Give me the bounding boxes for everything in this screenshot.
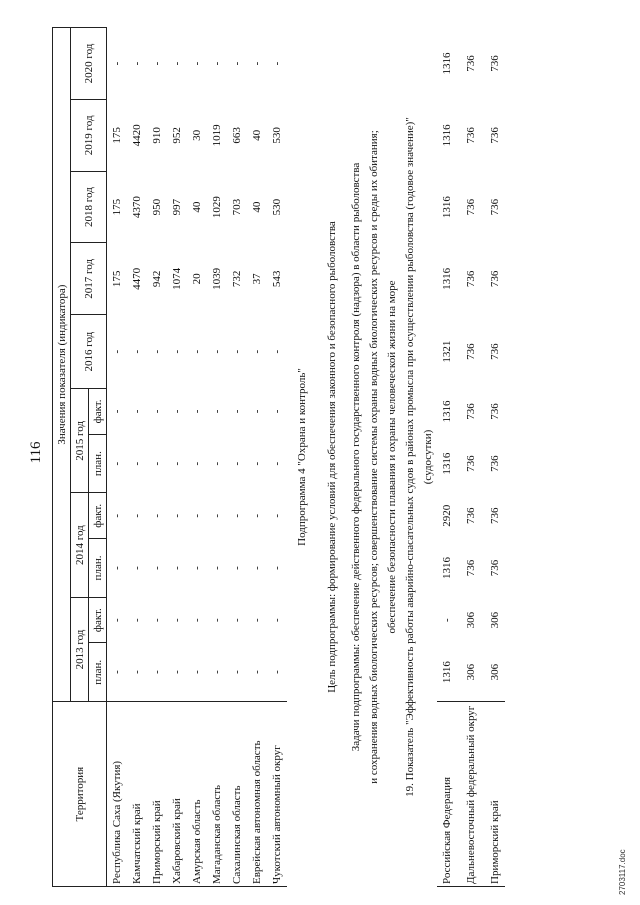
table-cell: - (191, 618, 203, 622)
table-row (437, 28, 457, 887)
table-cell: 736 (489, 403, 501, 420)
table-cell: 952 (171, 127, 183, 144)
table-cell: 4420 (131, 124, 143, 147)
table-cell: - (211, 461, 223, 466)
territory-name: Дальневосточный федеральный округ (457, 702, 485, 887)
table-cell: 736 (465, 198, 477, 216)
territory-name: Сахалинская область (227, 702, 247, 887)
header-plan: план. (89, 434, 107, 493)
table-row (207, 28, 227, 887)
header-2018: 2018 год (71, 171, 107, 243)
table-cell: - (191, 566, 203, 570)
table-row (107, 28, 128, 887)
table-cell: 950 (151, 198, 163, 216)
table-cell: 40 (251, 201, 263, 213)
table-row (485, 28, 505, 887)
table-cell: - (111, 566, 123, 570)
table-cell: - (151, 618, 163, 622)
table-cell: - (111, 670, 123, 674)
table-cell: - (211, 618, 223, 622)
table-cell: - (231, 670, 243, 674)
table-row (457, 28, 485, 887)
indicator-unit: (судосутки) (422, 429, 434, 485)
table-cell: - (191, 409, 203, 414)
header-indicator: Значения показателя (индикатора) (53, 28, 71, 702)
table-cell: - (171, 461, 183, 466)
table-cell: 736 (489, 127, 501, 144)
header-2017: 2017 год (71, 243, 107, 315)
subprogram-tasks: Задачи подпрограммы: обеспечение действенного федерального государственного контроля (надзора) в области рыболовства (350, 162, 362, 752)
table-cell: - (231, 618, 243, 622)
table-cell: - (151, 349, 163, 354)
table-cell: - (251, 61, 263, 66)
table-cell: 736 (465, 343, 477, 360)
table-cell: 1316 (441, 661, 453, 684)
table-cell: - (191, 670, 203, 674)
table-cell: 20 (191, 273, 203, 285)
table-cell: - (131, 670, 143, 674)
table-cell: - (131, 513, 143, 518)
table-cell: 736 (489, 198, 501, 216)
table-cell: - (111, 61, 123, 66)
table-cell: 663 (231, 127, 243, 144)
table-cell: 736 (489, 270, 501, 288)
table-cell: - (231, 61, 243, 66)
table-cell: 1029 (211, 196, 223, 219)
indicator-table (52, 27, 505, 887)
header-plan: план. (89, 643, 107, 702)
territory-name: Российская Федерация (437, 702, 457, 887)
table-cell: 1316 (441, 400, 453, 423)
table-cell: 1316 (441, 556, 453, 579)
table-cell: - (211, 513, 223, 518)
header-fact: факт. (89, 389, 107, 435)
table-cell: 2920 (441, 504, 453, 527)
subprogram-tasks: и сохранения водных биологических ресурсов; совершенствование системы охраны водных биологических ресурсов и среды их обитания; (368, 130, 380, 784)
table-cell: - (271, 349, 283, 354)
table-cell: 1316 (441, 452, 453, 475)
table-cell: 736 (465, 270, 477, 288)
table-cell: - (131, 409, 143, 414)
header-territory: Территория (53, 702, 107, 887)
table-cell: 306 (489, 611, 501, 629)
territory-name: Магаданская область (207, 702, 227, 887)
table-cell: 1321 (441, 340, 453, 363)
header-fact: факт. (89, 493, 107, 539)
table-cell: 910 (151, 127, 163, 144)
header-2013: 2013 год (71, 597, 89, 701)
table-cell: 736 (465, 507, 477, 525)
table-cell: - (271, 61, 283, 66)
table-cell: 736 (489, 55, 501, 72)
table-cell: 736 (465, 403, 477, 420)
table-cell: - (211, 409, 223, 414)
table-cell: - (131, 566, 143, 570)
table-cell: - (171, 61, 183, 66)
footer-note: 2703117.doc (618, 849, 627, 895)
table-cell: 942 (151, 270, 163, 288)
table-cell: - (271, 461, 283, 466)
table-cell: 306 (465, 611, 477, 629)
indicator-title: 19. Показатель "Эффективность работы аварийно-спасательных судов в районах промысла при осуществлении рыболовства (годовое значение)" (404, 117, 416, 797)
table-cell: 40 (191, 201, 203, 213)
table-cell: 736 (465, 127, 477, 144)
table-cell: - (271, 670, 283, 674)
table-row (147, 28, 167, 887)
table-cell: - (131, 349, 143, 354)
table-cell: - (251, 461, 263, 466)
table-cell: 736 (489, 343, 501, 360)
header-2016: 2016 год (71, 315, 107, 389)
table-row (247, 28, 267, 887)
table-cell: - (151, 566, 163, 570)
table-cell: 175 (111, 198, 123, 216)
table-cell: 1019 (211, 124, 223, 147)
table-cell: - (211, 566, 223, 570)
table-cell: - (211, 670, 223, 674)
table-cell: 736 (489, 507, 501, 525)
section-row (401, 28, 419, 887)
table-cell: 306 (489, 663, 501, 681)
table-cell: 1316 (441, 52, 453, 75)
table-cell: - (171, 349, 183, 354)
table-cell: 1074 (171, 267, 183, 290)
table-cell: 4370 (131, 196, 143, 219)
table-row (227, 28, 247, 887)
table-cell: 175 (111, 270, 123, 288)
table-cell: - (191, 461, 203, 466)
table-cell: 40 (251, 129, 263, 141)
table-cell: 736 (465, 55, 477, 72)
table-cell: - (131, 461, 143, 466)
territory-name: Приморский край (485, 702, 505, 887)
table-cell: - (151, 461, 163, 466)
table-cell: - (171, 513, 183, 518)
table-cell: 1039 (211, 267, 223, 290)
table-cell: - (271, 513, 283, 518)
table-cell: 175 (111, 127, 123, 144)
table-cell: 736 (489, 455, 501, 472)
table-cell: 1316 (441, 124, 453, 147)
table-cell: - (171, 409, 183, 414)
table-cell: - (271, 566, 283, 570)
table-cell: - (171, 670, 183, 674)
table-cell: - (111, 409, 123, 414)
table-cell: 543 (271, 270, 283, 288)
table-cell: 1316 (441, 267, 453, 290)
table-cell: 530 (271, 198, 283, 216)
table-row (267, 28, 287, 887)
table-cell: - (231, 566, 243, 570)
table-cell: - (251, 566, 263, 570)
table-cell: - (111, 618, 123, 622)
table-cell: - (151, 513, 163, 518)
table-cell: - (171, 618, 183, 622)
table-cell: - (211, 349, 223, 354)
table-cell: - (231, 513, 243, 518)
table-cell: - (271, 409, 283, 414)
table-cell: 736 (465, 455, 477, 472)
table-cell: 530 (271, 127, 283, 144)
table-cell: - (231, 461, 243, 466)
table-cell: 736 (465, 559, 477, 577)
header-2015: 2015 год (71, 389, 89, 493)
table-cell: 4470 (131, 267, 143, 290)
table-cell: - (251, 409, 263, 414)
header-fact: факт. (89, 597, 107, 643)
table-cell: 736 (489, 559, 501, 577)
territory-name: Республика Саха (Якутия) (107, 702, 128, 887)
table-cell: - (131, 618, 143, 622)
table-row (167, 28, 187, 887)
table-cell: - (131, 61, 143, 66)
section-row (419, 28, 437, 887)
table-cell: - (271, 618, 283, 622)
section-row (365, 28, 383, 887)
table-row (127, 28, 147, 887)
table-cell: - (441, 618, 453, 622)
table-cell: 30 (191, 129, 203, 141)
table-cell: - (251, 670, 263, 674)
table-cell: - (111, 349, 123, 354)
table-cell: 997 (171, 198, 183, 216)
table-cell: - (231, 409, 243, 414)
table-cell: - (211, 61, 223, 66)
section-row (287, 28, 317, 887)
section-row (317, 28, 347, 887)
header-2014: 2014 год (71, 493, 89, 597)
section-row (347, 28, 365, 887)
table-cell: - (151, 409, 163, 414)
table-cell: - (251, 349, 263, 354)
table-cell: - (151, 670, 163, 674)
table-cell: - (191, 349, 203, 354)
header-2020: 2020 год (71, 28, 107, 100)
territory-name: Еврейская автономная область (247, 702, 267, 887)
territory-name: Хабаровский край (167, 702, 187, 887)
page-number: 116 (28, 441, 44, 464)
section-row (383, 28, 401, 887)
territory-name: Амурская область (187, 702, 207, 887)
table-cell: 703 (231, 198, 243, 216)
table-cell: 732 (231, 270, 243, 288)
header-2019: 2019 год (71, 99, 107, 171)
subprogram-goal: Цель подпрограммы: формирование условий для обеспечения законного и безопасного рыболовства (326, 221, 338, 693)
header-plan: план. (89, 539, 107, 598)
table-cell: - (151, 61, 163, 66)
table-cell: 1316 (441, 196, 453, 219)
table-cell: - (191, 513, 203, 518)
territory-name: Камчатский край (127, 702, 147, 887)
table-row (187, 28, 207, 887)
table-cell: - (111, 513, 123, 518)
table-cell: - (251, 513, 263, 518)
table-cell: - (111, 461, 123, 466)
table-cell: - (171, 566, 183, 570)
territory-name: Чукотский автономный округ (267, 702, 287, 887)
table-cell: 37 (251, 273, 263, 285)
table-cell: - (191, 61, 203, 66)
table-cell: 306 (465, 663, 477, 681)
table-cell: - (251, 618, 263, 622)
subprogram-title: Подпрограмма 4 "Охрана и контроль" (296, 368, 308, 546)
territory-name: Приморский край (147, 702, 167, 887)
subprogram-tasks: обеспечение безопасности плавания и охраны человеческой жизни на море (386, 280, 398, 634)
table-cell: - (231, 349, 243, 354)
